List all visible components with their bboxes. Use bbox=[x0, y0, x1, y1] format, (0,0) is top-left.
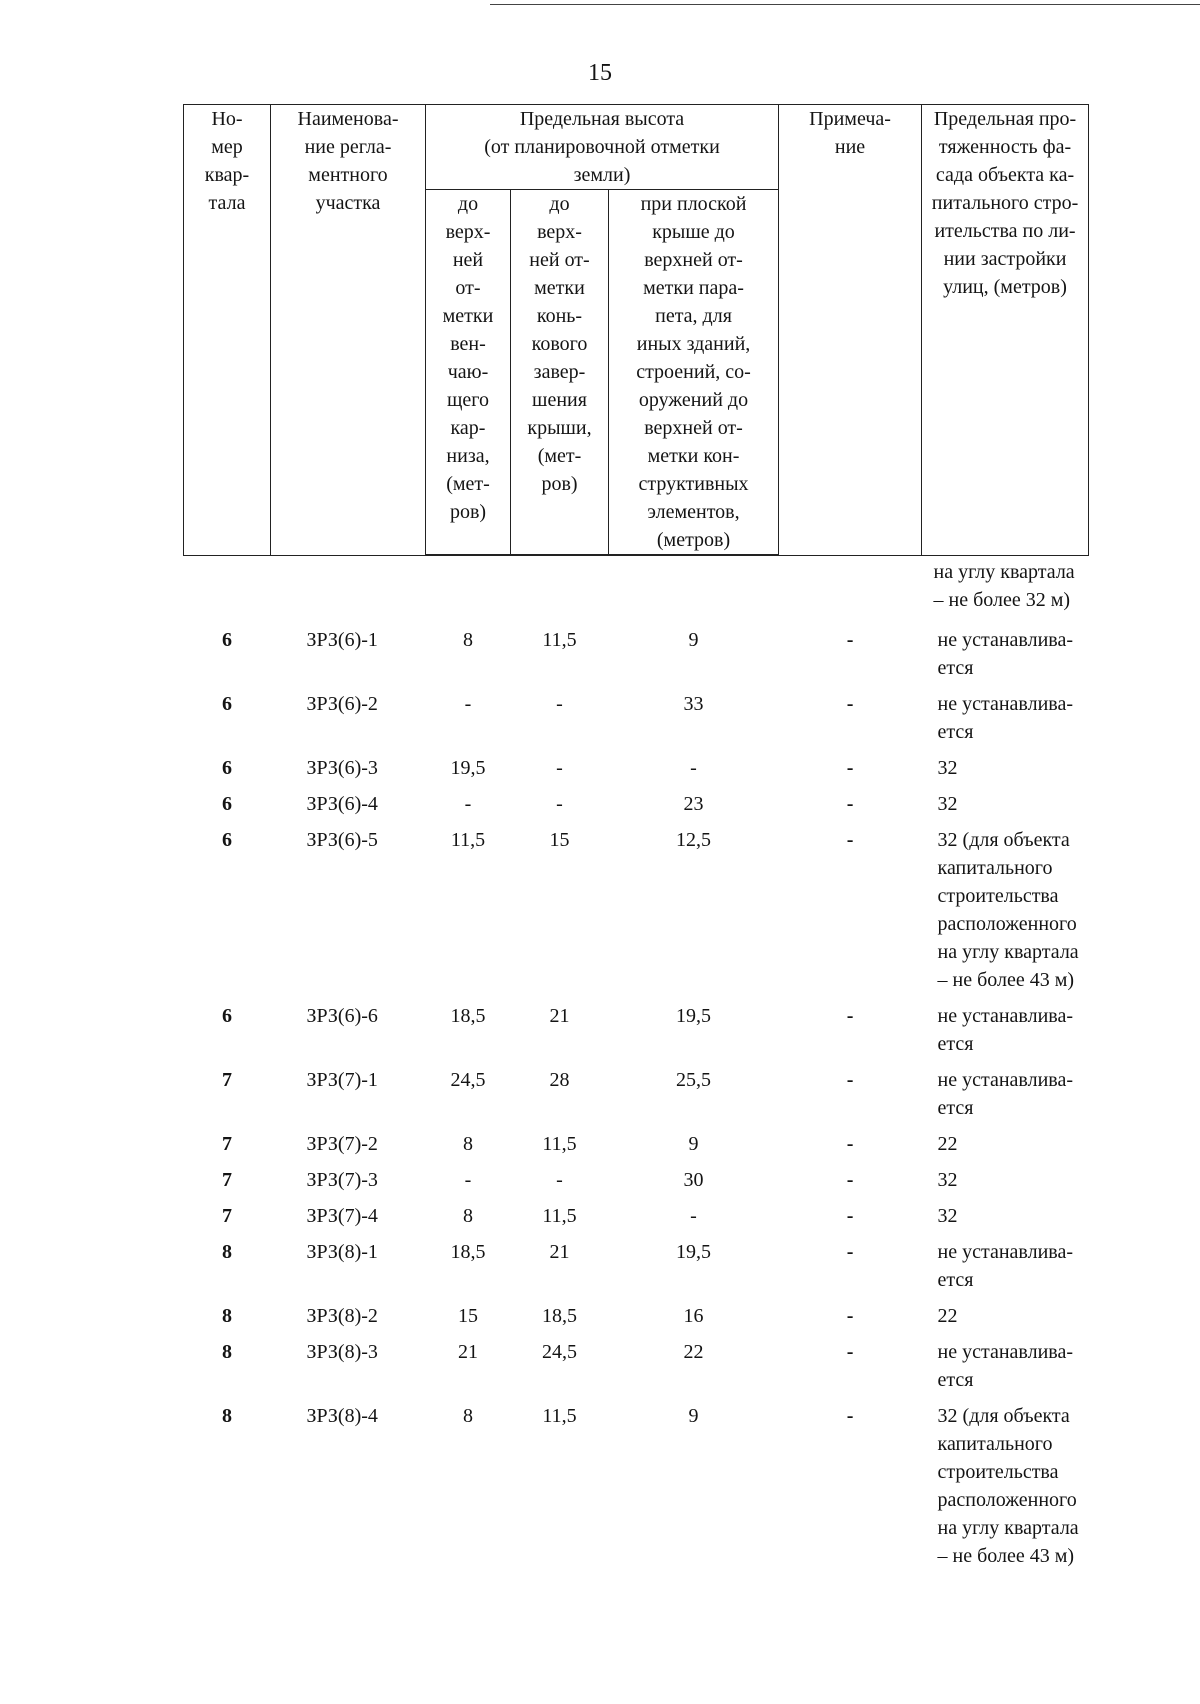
cell-quarter-number-text: 8 bbox=[222, 1240, 232, 1263]
cell-cornice-height bbox=[426, 1126, 511, 1162]
cell-parapet-height bbox=[609, 1334, 779, 1398]
cell-cornice-height-text: 8 bbox=[463, 628, 473, 651]
header-ridge-height: до верх- ней от- метки конь- кового завер- шения крыши, (мет- ров) bbox=[511, 190, 609, 556]
cell-quarter-number-text: 6 bbox=[222, 828, 232, 851]
cell-cornice-height bbox=[426, 1334, 511, 1398]
cell-cornice-height bbox=[426, 1162, 511, 1198]
table-row bbox=[184, 998, 1089, 1062]
cell-parapet-height bbox=[609, 1126, 779, 1162]
cell-site-name-text: ЗРЗ(6)-5 bbox=[306, 828, 378, 851]
cell-note-text: - bbox=[846, 1168, 854, 1191]
table-body bbox=[184, 555, 1089, 1574]
cell-ridge-height bbox=[511, 1198, 609, 1234]
cell-facade-length bbox=[922, 1062, 1089, 1126]
cell-note-text: - bbox=[846, 1340, 854, 1363]
cell-site-name-text: ЗРЗ(6)-2 bbox=[306, 692, 378, 715]
cell-parapet-height bbox=[609, 786, 779, 822]
header-site-name: Наименова- ние регла- ментного участка bbox=[271, 105, 426, 556]
cell-parapet-height-text: 22 bbox=[683, 1340, 704, 1363]
cell-site-name-text: ЗРЗ(6)-4 bbox=[306, 792, 378, 815]
cell-quarter-number bbox=[184, 1334, 271, 1398]
cell-cornice-height bbox=[426, 1298, 511, 1334]
cell-facade-length bbox=[922, 686, 1089, 750]
cell-parapet-height-text: 9 bbox=[688, 1132, 699, 1155]
cell-note-text: - bbox=[846, 1068, 854, 1091]
cell-ridge-height bbox=[511, 686, 609, 750]
cell-cornice-height-text: 11,5 bbox=[450, 828, 486, 851]
carryover-row bbox=[184, 555, 1089, 622]
cell-quarter-number-text: 7 bbox=[222, 1068, 232, 1091]
cell-cornice-height-text: - bbox=[464, 1168, 472, 1191]
cell-quarter-number bbox=[184, 786, 271, 822]
cell-facade-length-text: не устанавлива- ется bbox=[937, 1068, 1074, 1119]
cell-note-text: - bbox=[846, 1240, 854, 1263]
cell-note bbox=[779, 1162, 922, 1198]
cell-facade-length bbox=[922, 750, 1089, 786]
cell-facade-length-text: 32 bbox=[937, 792, 958, 815]
cell-facade-length-text: не устанавлива- ется bbox=[937, 1340, 1074, 1391]
cell-facade-length-text: 32 (для объекта капитального строительства расположенного на углу квартала – не более 43 м) bbox=[937, 1404, 1079, 1567]
table-row bbox=[184, 1126, 1089, 1162]
cell-site-name bbox=[271, 1298, 426, 1334]
cell-parapet-height-text: 16 bbox=[683, 1304, 704, 1327]
cell-parapet-height bbox=[609, 750, 779, 786]
cell-ridge-height-text: - bbox=[556, 792, 563, 815]
cell-site-name bbox=[271, 750, 426, 786]
header-facade-length: Предельная про- тяженность фа- сада объекта ка- питального стро- ительства по ли- нии застройки улиц, (метров) bbox=[922, 105, 1089, 556]
cell-ridge-height bbox=[511, 622, 609, 686]
cell-cornice-height bbox=[426, 1062, 511, 1126]
cell-site-name bbox=[271, 686, 426, 750]
cell-cornice-height-text: - bbox=[464, 692, 472, 715]
cell-cornice-height bbox=[426, 998, 511, 1062]
cell-parapet-height-text: 23 bbox=[683, 792, 704, 815]
cell-facade-length-text: 32 bbox=[937, 1204, 958, 1227]
cell-quarter-number bbox=[184, 1398, 271, 1574]
cell-ridge-height-text: 15 bbox=[549, 828, 570, 851]
cell-site-name-text: ЗРЗ(8)-3 bbox=[306, 1340, 378, 1363]
cell-cornice-height bbox=[426, 1198, 511, 1234]
cell-ridge-height-text: 11,5 bbox=[542, 1132, 577, 1155]
cell-cornice-height bbox=[426, 1234, 511, 1298]
cell-note bbox=[779, 1062, 922, 1126]
table-row bbox=[184, 1234, 1089, 1298]
cell-note-text: - bbox=[846, 692, 854, 715]
cell-ridge-height-text: 18,5 bbox=[542, 1304, 577, 1327]
cell-site-name bbox=[271, 998, 426, 1062]
cell-quarter-number bbox=[184, 1198, 271, 1234]
cell-parapet-height-text: 25,5 bbox=[676, 1068, 712, 1091]
cell-parapet-height bbox=[609, 1162, 779, 1198]
cell-ridge-height bbox=[511, 1162, 609, 1198]
cell-ridge-height-text: - bbox=[556, 1168, 563, 1191]
cell-ridge-height bbox=[511, 998, 609, 1062]
header-height-limit: Предельная высота (от планировочной отметки земли) bbox=[426, 105, 779, 190]
cell-parapet-height-text: 12,5 bbox=[676, 828, 712, 851]
cell-parapet-height bbox=[609, 686, 779, 750]
regulations-table bbox=[183, 104, 1089, 1574]
cell-cornice-height-text: 18,5 bbox=[450, 1004, 486, 1027]
cell-facade-length bbox=[922, 1198, 1089, 1234]
cell-note bbox=[779, 1398, 922, 1574]
cell-parapet-height bbox=[609, 1062, 779, 1126]
cell-note bbox=[779, 622, 922, 686]
cell-facade-length bbox=[922, 1126, 1089, 1162]
cell-cornice-height-text: 8 bbox=[463, 1204, 473, 1227]
cell-cornice-height-text: 8 bbox=[463, 1404, 473, 1427]
cell-ridge-height-text: - bbox=[556, 692, 563, 715]
cell-site-name-text: ЗРЗ(7)-2 bbox=[306, 1132, 378, 1155]
table-row bbox=[184, 786, 1089, 822]
cell-parapet-height-text: 9 bbox=[688, 628, 699, 651]
cell-parapet-height bbox=[609, 1198, 779, 1234]
cell-note bbox=[779, 1334, 922, 1398]
cell-ridge-height bbox=[511, 1334, 609, 1398]
cell-note bbox=[779, 998, 922, 1062]
cell-facade-length-text: 32 bbox=[937, 756, 958, 779]
cell-quarter-number-text: 7 bbox=[222, 1168, 232, 1191]
cell-ridge-height bbox=[511, 1298, 609, 1334]
cell-note-text: - bbox=[846, 828, 854, 851]
cell-facade-length bbox=[922, 1162, 1089, 1198]
cell-note-text: - bbox=[846, 1404, 854, 1427]
cell-ridge-height bbox=[511, 822, 609, 998]
cell-cornice-height bbox=[426, 622, 511, 686]
page-number: 15 bbox=[588, 60, 612, 86]
cell-site-name-text: ЗРЗ(8)-4 bbox=[306, 1404, 378, 1427]
cell-cornice-height-text: 24,5 bbox=[450, 1068, 486, 1091]
header-row-1 bbox=[184, 105, 1089, 190]
cell-cornice-height-text: 19,5 bbox=[450, 756, 486, 779]
cell-parapet-height-text: 30 bbox=[683, 1168, 704, 1191]
cell-parapet-height bbox=[609, 1234, 779, 1298]
cell-facade-length-text: не устанавлива- ется bbox=[937, 1240, 1074, 1291]
cell-note-text: - bbox=[846, 1204, 854, 1227]
table-header bbox=[184, 105, 1089, 556]
cell-ridge-height bbox=[511, 1398, 609, 1574]
cell-cornice-height bbox=[426, 822, 511, 998]
cell-note bbox=[779, 1298, 922, 1334]
cell-quarter-number bbox=[184, 1162, 271, 1198]
cell-quarter-number bbox=[184, 686, 271, 750]
cell-cornice-height-text: - bbox=[464, 792, 472, 815]
table-row bbox=[184, 1198, 1089, 1234]
cell-cornice-height-text: 15 bbox=[458, 1304, 478, 1327]
cell-quarter-number-text: 7 bbox=[222, 1204, 232, 1227]
cell-cornice-height bbox=[426, 786, 511, 822]
cell-note-text: - bbox=[846, 792, 854, 815]
cell-quarter-number bbox=[184, 1298, 271, 1334]
cell-quarter-number bbox=[184, 822, 271, 998]
scan-top-rule bbox=[490, 4, 1200, 5]
table-row bbox=[184, 1298, 1089, 1334]
cell-quarter-number-text: 6 bbox=[222, 792, 232, 815]
cell-facade-length-text: 22 bbox=[937, 1132, 958, 1155]
cell-site-name-text: ЗРЗ(8)-2 bbox=[306, 1304, 378, 1327]
cell-note-text: - bbox=[846, 1004, 854, 1027]
cell-note bbox=[779, 822, 922, 998]
header-parapet-height: при плоской крыше до верхней от- метки пара- пета, для иных зданий, строений, со- оружений до верхней от- метки кон- структивных элементов, (метров) bbox=[609, 190, 779, 556]
cell-ridge-height-text: 11,5 bbox=[542, 1404, 577, 1427]
cell-ridge-height bbox=[511, 786, 609, 822]
cell-parapet-height-text: - bbox=[690, 756, 697, 779]
cell-parapet-height bbox=[609, 1298, 779, 1334]
cell-quarter-number-text: 6 bbox=[222, 628, 232, 651]
cell-parapet-height bbox=[609, 1398, 779, 1574]
carryover-empty-cell bbox=[609, 555, 779, 622]
cell-facade-length-text: 22 bbox=[937, 1304, 958, 1327]
cell-site-name-text: ЗРЗ(6)-6 bbox=[306, 1004, 378, 1027]
cell-facade-length bbox=[922, 1398, 1089, 1574]
table-row bbox=[184, 750, 1089, 786]
cell-cornice-height-text: 21 bbox=[458, 1340, 478, 1363]
cell-quarter-number-text: 7 bbox=[222, 1132, 232, 1155]
cell-facade-length-text: не устанавлива- ется bbox=[937, 692, 1074, 743]
cell-cornice-height bbox=[426, 750, 511, 786]
cell-ridge-height bbox=[511, 1062, 609, 1126]
cell-note bbox=[779, 1126, 922, 1162]
cell-note bbox=[779, 750, 922, 786]
carryover-empty-cell bbox=[779, 555, 922, 622]
cell-site-name bbox=[271, 1398, 426, 1574]
cell-site-name bbox=[271, 1198, 426, 1234]
cell-ridge-height bbox=[511, 750, 609, 786]
cell-site-name bbox=[271, 1162, 426, 1198]
table-row bbox=[184, 686, 1089, 750]
cell-quarter-number bbox=[184, 622, 271, 686]
table-row bbox=[184, 822, 1089, 998]
cell-site-name bbox=[271, 1234, 426, 1298]
cell-cornice-height-text: 18,5 bbox=[450, 1240, 486, 1263]
carryover-empty-cell bbox=[271, 555, 426, 622]
cell-ridge-height-text: 24,5 bbox=[542, 1340, 577, 1363]
header-quarter-number: Но- мер квар- тала bbox=[184, 105, 271, 556]
cell-facade-length-text: 32 bbox=[937, 1168, 958, 1191]
cell-quarter-number-text: 6 bbox=[222, 756, 232, 779]
table-row bbox=[184, 1334, 1089, 1398]
cell-quarter-number bbox=[184, 998, 271, 1062]
cell-facade-length-text: не устанавлива- ется bbox=[937, 628, 1074, 679]
cell-parapet-height-text: 19,5 bbox=[676, 1240, 712, 1263]
carryover-empty-cell bbox=[426, 555, 511, 622]
cell-site-name bbox=[271, 622, 426, 686]
cell-ridge-height bbox=[511, 1234, 609, 1298]
carryover-empty-cell bbox=[184, 555, 271, 622]
cell-site-name bbox=[271, 1126, 426, 1162]
cell-parapet-height-text: 19,5 bbox=[676, 1004, 712, 1027]
cell-site-name-text: ЗРЗ(6)-1 bbox=[306, 628, 378, 651]
cell-ridge-height-text: 21 bbox=[549, 1240, 570, 1263]
cell-site-name bbox=[271, 1062, 426, 1126]
cell-quarter-number bbox=[184, 1062, 271, 1126]
cell-quarter-number bbox=[184, 1234, 271, 1298]
cell-site-name-text: ЗРЗ(8)-1 bbox=[306, 1240, 378, 1263]
cell-site-name-text: ЗРЗ(7)-3 bbox=[306, 1168, 378, 1191]
table-row bbox=[184, 1162, 1089, 1198]
cell-cornice-height-text: 8 bbox=[463, 1132, 473, 1155]
cell-note bbox=[779, 786, 922, 822]
cell-quarter-number bbox=[184, 750, 271, 786]
header-cornice-height: до верх- ней от- метки вен- чаю- щего кар- низа, (мет- ров) bbox=[426, 190, 511, 556]
cell-note bbox=[779, 1198, 922, 1234]
cell-parapet-height-text: - bbox=[690, 1204, 697, 1227]
cell-quarter-number-text: 8 bbox=[222, 1340, 232, 1363]
cell-parapet-height-text: 9 bbox=[688, 1404, 699, 1427]
cell-ridge-height-text: 28 bbox=[549, 1068, 570, 1091]
carryover-facade-text: на углу квартала – не более 32 м) bbox=[933, 560, 1075, 611]
table-row bbox=[184, 1398, 1089, 1574]
cell-facade-length-text: 32 (для объекта капитального строительства расположенного на углу квартала – не более 43 м) bbox=[937, 828, 1079, 991]
cell-ridge-height-text: 21 bbox=[549, 1004, 570, 1027]
cell-facade-length bbox=[922, 622, 1089, 686]
header-note: Примеча- ние bbox=[779, 105, 922, 556]
cell-facade-length bbox=[922, 822, 1089, 998]
cell-quarter-number-text: 6 bbox=[222, 692, 232, 715]
table-row bbox=[184, 622, 1089, 686]
cell-note-text: - bbox=[846, 756, 854, 779]
cell-quarter-number bbox=[184, 1126, 271, 1162]
carryover-empty-cell bbox=[511, 555, 609, 622]
cell-ridge-height bbox=[511, 1126, 609, 1162]
cell-facade-length bbox=[922, 1298, 1089, 1334]
cell-site-name-text: ЗРЗ(6)-3 bbox=[306, 756, 378, 779]
cell-parapet-height bbox=[609, 622, 779, 686]
cell-ridge-height-text: 11,5 bbox=[542, 1204, 577, 1227]
cell-ridge-height-text: - bbox=[556, 756, 563, 779]
cell-site-name bbox=[271, 822, 426, 998]
cell-facade-length bbox=[922, 1234, 1089, 1298]
cell-site-name-text: ЗРЗ(7)-4 bbox=[306, 1204, 378, 1227]
cell-note bbox=[779, 686, 922, 750]
cell-site-name bbox=[271, 786, 426, 822]
cell-parapet-height bbox=[609, 998, 779, 1062]
cell-note-text: - bbox=[846, 1304, 854, 1327]
cell-facade-length bbox=[922, 1334, 1089, 1398]
table-row bbox=[184, 1062, 1089, 1126]
cell-note-text: - bbox=[846, 628, 854, 651]
cell-quarter-number-text: 8 bbox=[222, 1404, 232, 1427]
cell-parapet-height bbox=[609, 822, 779, 998]
cell-site-name bbox=[271, 1334, 426, 1398]
cell-site-name-text: ЗРЗ(7)-1 bbox=[306, 1068, 378, 1091]
cell-facade-length-text: не устанавлива- ется bbox=[937, 1004, 1074, 1055]
cell-note bbox=[779, 1234, 922, 1298]
cell-parapet-height-text: 33 bbox=[683, 692, 704, 715]
cell-facade-length bbox=[922, 998, 1089, 1062]
cell-ridge-height-text: 11,5 bbox=[542, 628, 577, 651]
cell-cornice-height bbox=[426, 1398, 511, 1574]
cell-quarter-number-text: 8 bbox=[222, 1304, 232, 1327]
cell-note-text: - bbox=[846, 1132, 854, 1155]
cell-quarter-number-text: 6 bbox=[222, 1004, 232, 1027]
cell-facade-length bbox=[922, 786, 1089, 822]
cell-cornice-height bbox=[426, 686, 511, 750]
